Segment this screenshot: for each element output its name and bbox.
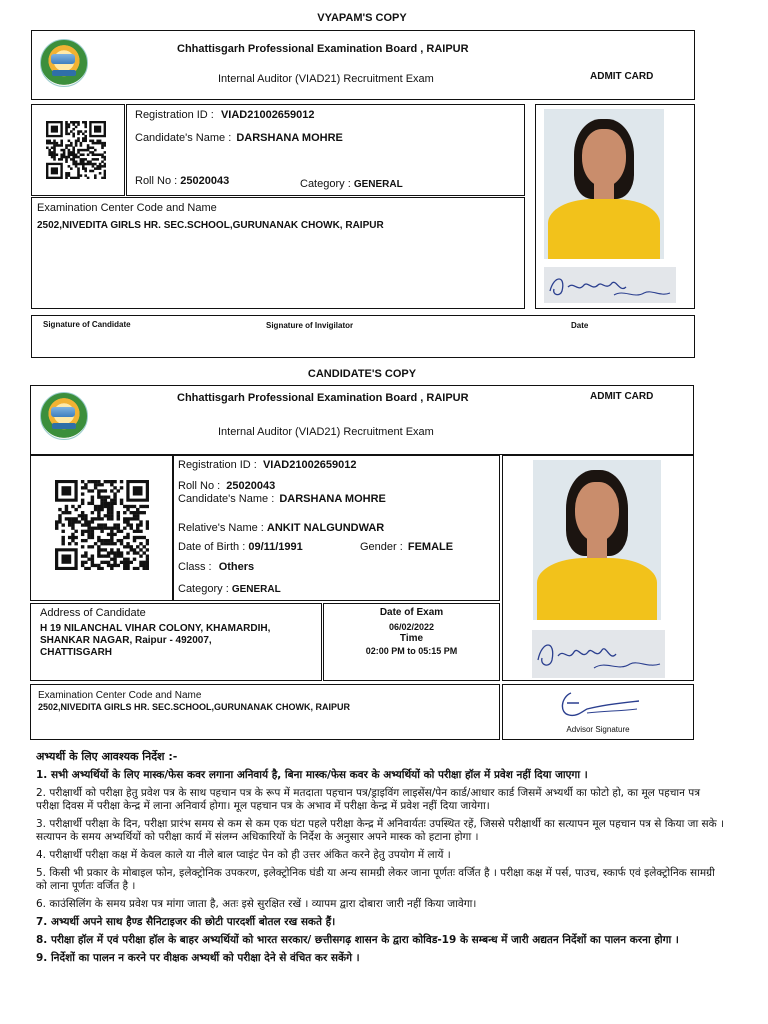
class-row: Class : Others [178,561,255,573]
candidate-details-box [173,455,500,601]
exam-date-box [323,603,500,681]
category-value: GENERAL [353,179,403,190]
candidate-name: DARSHANA MOHRE [279,493,386,505]
signature-icon [544,267,676,303]
time-label: Time [399,633,424,644]
candidate-photo-box [502,455,694,681]
center-label: Examination Center Code and Name [37,202,217,214]
candidate-photo [544,109,664,259]
instruction-item: 6. काउंसिलिंग के समय प्रवेश पत्र मांगा जाता है, अतः इसे सुरक्षित रखें । व्यापम द्वारा दोबारा जारी नहीं किया जावेगा। [36,898,477,910]
registration-row: Registration ID : VIAD21002659012 [178,459,357,471]
class-value: Others [218,561,255,573]
address-line-2: SHANKAR NAGAR, Raipur - 492007, [40,635,212,646]
vyapam-center-box [31,197,525,309]
center-label: Examination Center Code and Name [38,690,202,701]
instruction-item: 1. सभी अभ्यर्थियों के लिए मास्क/फेस कवर लगाना अनिवार्य है, बिना मास्क/फेस कवर के अभ्यर्थियों को परीक्षा हॉल में प्रवेश नहीं दिया जाएगा । [36,769,588,781]
registration-id: VIAD21002659012 [262,459,357,471]
roll-number: 25020043 [226,480,276,492]
advisor-signature-label: Advisor Signature [566,725,630,734]
candidate-signature-image [532,630,665,678]
instructions-section [36,750,726,970]
address-line-3: CHATTISGARH [40,647,113,658]
category-row: Category : GENERAL [178,583,281,595]
center-value: 2502,NIVEDITA GIRLS HR. SEC.SCHOOL,GURUNANAK CHOWK, RAIPUR [37,220,384,231]
instruction-item: 5. किसी भी प्रकार के मोबाइल फोन, इलेक्ट्रोनिक उपकरण, इलेक्ट्रोनिक घंडी या अन्य सामग्री लेकर जाना पूर्णतः वर्जित है । परीक्षा कक्ष में पर्स, पाउच, स्कार्फ एवं इलेक्ट्रोनिक सामग्री को लाना पूर्णतः वर्जित है । [36,867,715,892]
instruction-item: 3. परीक्षार्थी परीक्षा के दिन, परीक्षा प्रारंभ समय से कम से कम एक घंटा पहले परीक्षा केन्द्र में अनिवार्यतः उपस्थित रहें, जिससे परीक्षार्थी का सत्यापन मूल पहचान पत्र से किया जा सके । सत्यापन के समय अभ्यर्थियों को परीक्षा कार्य में संलग्न अधिकारियों के निर्देश के अनुसार अपने मास्क को हटाना होगा । [36,818,724,843]
instruction-item: 7. अभ्यर्थी अपने साथ हैण्ड सैनिटाइजर की छोटी पारदर्शी बोतल रख सकते हैं। [36,916,336,928]
address-line-1: H 19 NILANCHAL VIHAR COLONY, KHAMARDIH, [40,623,271,634]
candidate-photo [533,460,661,620]
board-name: Chhattisgarh Professional Examination Board , RAIPUR [177,392,469,404]
instruction-item: 8. परीक्षा हॉल में एवं परीक्षा हॉल के बाहर अभ्यर्थियों को भारत सरकार/ छत्तीसगढ़ शासन के द्वारा कोविड-19 के सम्बन्ध में जारी अद्यतन निर्देशों का पालन करना होगा । [36,934,679,946]
vyapam-details-box [126,104,525,196]
signature-of-candidate-label: Signature of Candidate [43,320,131,329]
admit-card-label: ADMIT CARD [590,391,654,402]
center-value: 2502,NIVEDITA GIRLS HR. SEC.SCHOOL,GURUNANAK CHOWK, RAIPUR [38,702,351,712]
category-value: GENERAL [231,584,281,595]
instruction-item: 2. परीक्षार्थी को परीक्षा हेतु प्रवेश पत्र के साथ पहचान पत्र के रूप में मतदाता पहचान पत्र/ड्राइविंग लाइसेंस/पेन कार्ड/आधार कार्ड जिसमें अभ्यर्थी का फोटो हो, का मूल पहचान पत्र परीक्षा दिवस में परीक्षा केन्द्र में लाना अनिवार्य होगा। मूल पहचान पत्र के अभाव में परीक्षा केन्द्र में प्रवेश नहीं दिया जायेगा। [36,787,701,812]
signature-icon [532,630,665,678]
date-of-exam-label: Date of Exam [379,607,444,618]
registration-id: VIAD21002659012 [220,109,315,121]
signature-of-invigilator-label: Signature of Invigilator [266,321,354,330]
candidate-header-box [30,385,694,455]
qr-code-icon [55,480,149,570]
registration-row: Registration ID : VIAD21002659012 [135,109,315,121]
exam-name: Internal Auditor (VIAD21) Recruitment Exam [218,73,434,85]
time-value: 02:00 PM to 05:15 PM [365,646,458,656]
relative-name: ANKIT NALGUNDWAR [266,522,385,534]
vyapam-qr-box [31,104,125,196]
gender-row: Gender : FEMALE [360,541,454,553]
dob-value: 09/11/1991 [248,541,303,553]
address-label: Address of Candidate [40,607,146,619]
advisor-signature-box [502,684,694,740]
roll-row: Roll No : 25020043 [135,175,230,187]
exam-name: Internal Auditor (VIAD21) Recruitment Exam [218,426,434,438]
board-name: Chhattisgarh Professional Examination Board , RAIPUR [177,43,469,55]
qr-code-icon [46,121,106,179]
roll-number: 25020043 [180,175,230,187]
cgvyapam-logo-icon [40,39,88,87]
admit-card-label: ADMIT CARD [590,71,654,82]
roll-row: Roll No : 25020043 [178,480,276,492]
advisor-signature-image [553,687,643,721]
dob-row: Date of Birth : 09/11/1991 [178,541,303,553]
address-box [30,603,322,681]
gender-value: FEMALE [407,541,454,553]
candidate-name-row: Candidate's Name : DARSHANA MOHRE [178,493,386,505]
date-of-exam-value: 06/02/2022 [388,622,435,632]
instructions-heading: अभ्यर्थी के लिए आवश्यक निर्देश :- [36,750,178,763]
vyapam-signature-box [31,315,695,358]
category-row: Category : GENERAL [300,178,403,190]
vyapam-header-box [31,30,695,100]
vyapam-photo-box [535,104,695,309]
vyapam-copy-title: VYAPAM'S COPY [317,12,407,24]
date-label: Date [571,321,589,330]
relative-name-row: Relative's Name : ANKIT NALGUNDWAR [178,522,385,534]
candidate-center-box [30,684,500,740]
candidate-name-row: Candidate's Name : DARSHANA MOHRE [135,132,343,144]
candidate-name: DARSHANA MOHRE [236,132,343,144]
cgvyapam-logo-icon [40,392,88,440]
candidate-copy-title: CANDIDATE'S COPY [307,368,417,380]
candidate-signature-image [544,267,676,303]
candidate-qr-box [30,455,173,601]
instruction-item: 9. निर्देशों का पालन न करने पर वीक्षक अभ्यर्थी को परीक्षा देने से वंचित कर सकेंगे । [36,952,360,964]
instruction-item: 4. परीक्षार्थी परीक्षा कक्ष में केवल काले या नीले बाल प्वाइंट पेन को ही उत्तर अंकित करने हेतु उपयोग में लायें । [36,849,451,861]
